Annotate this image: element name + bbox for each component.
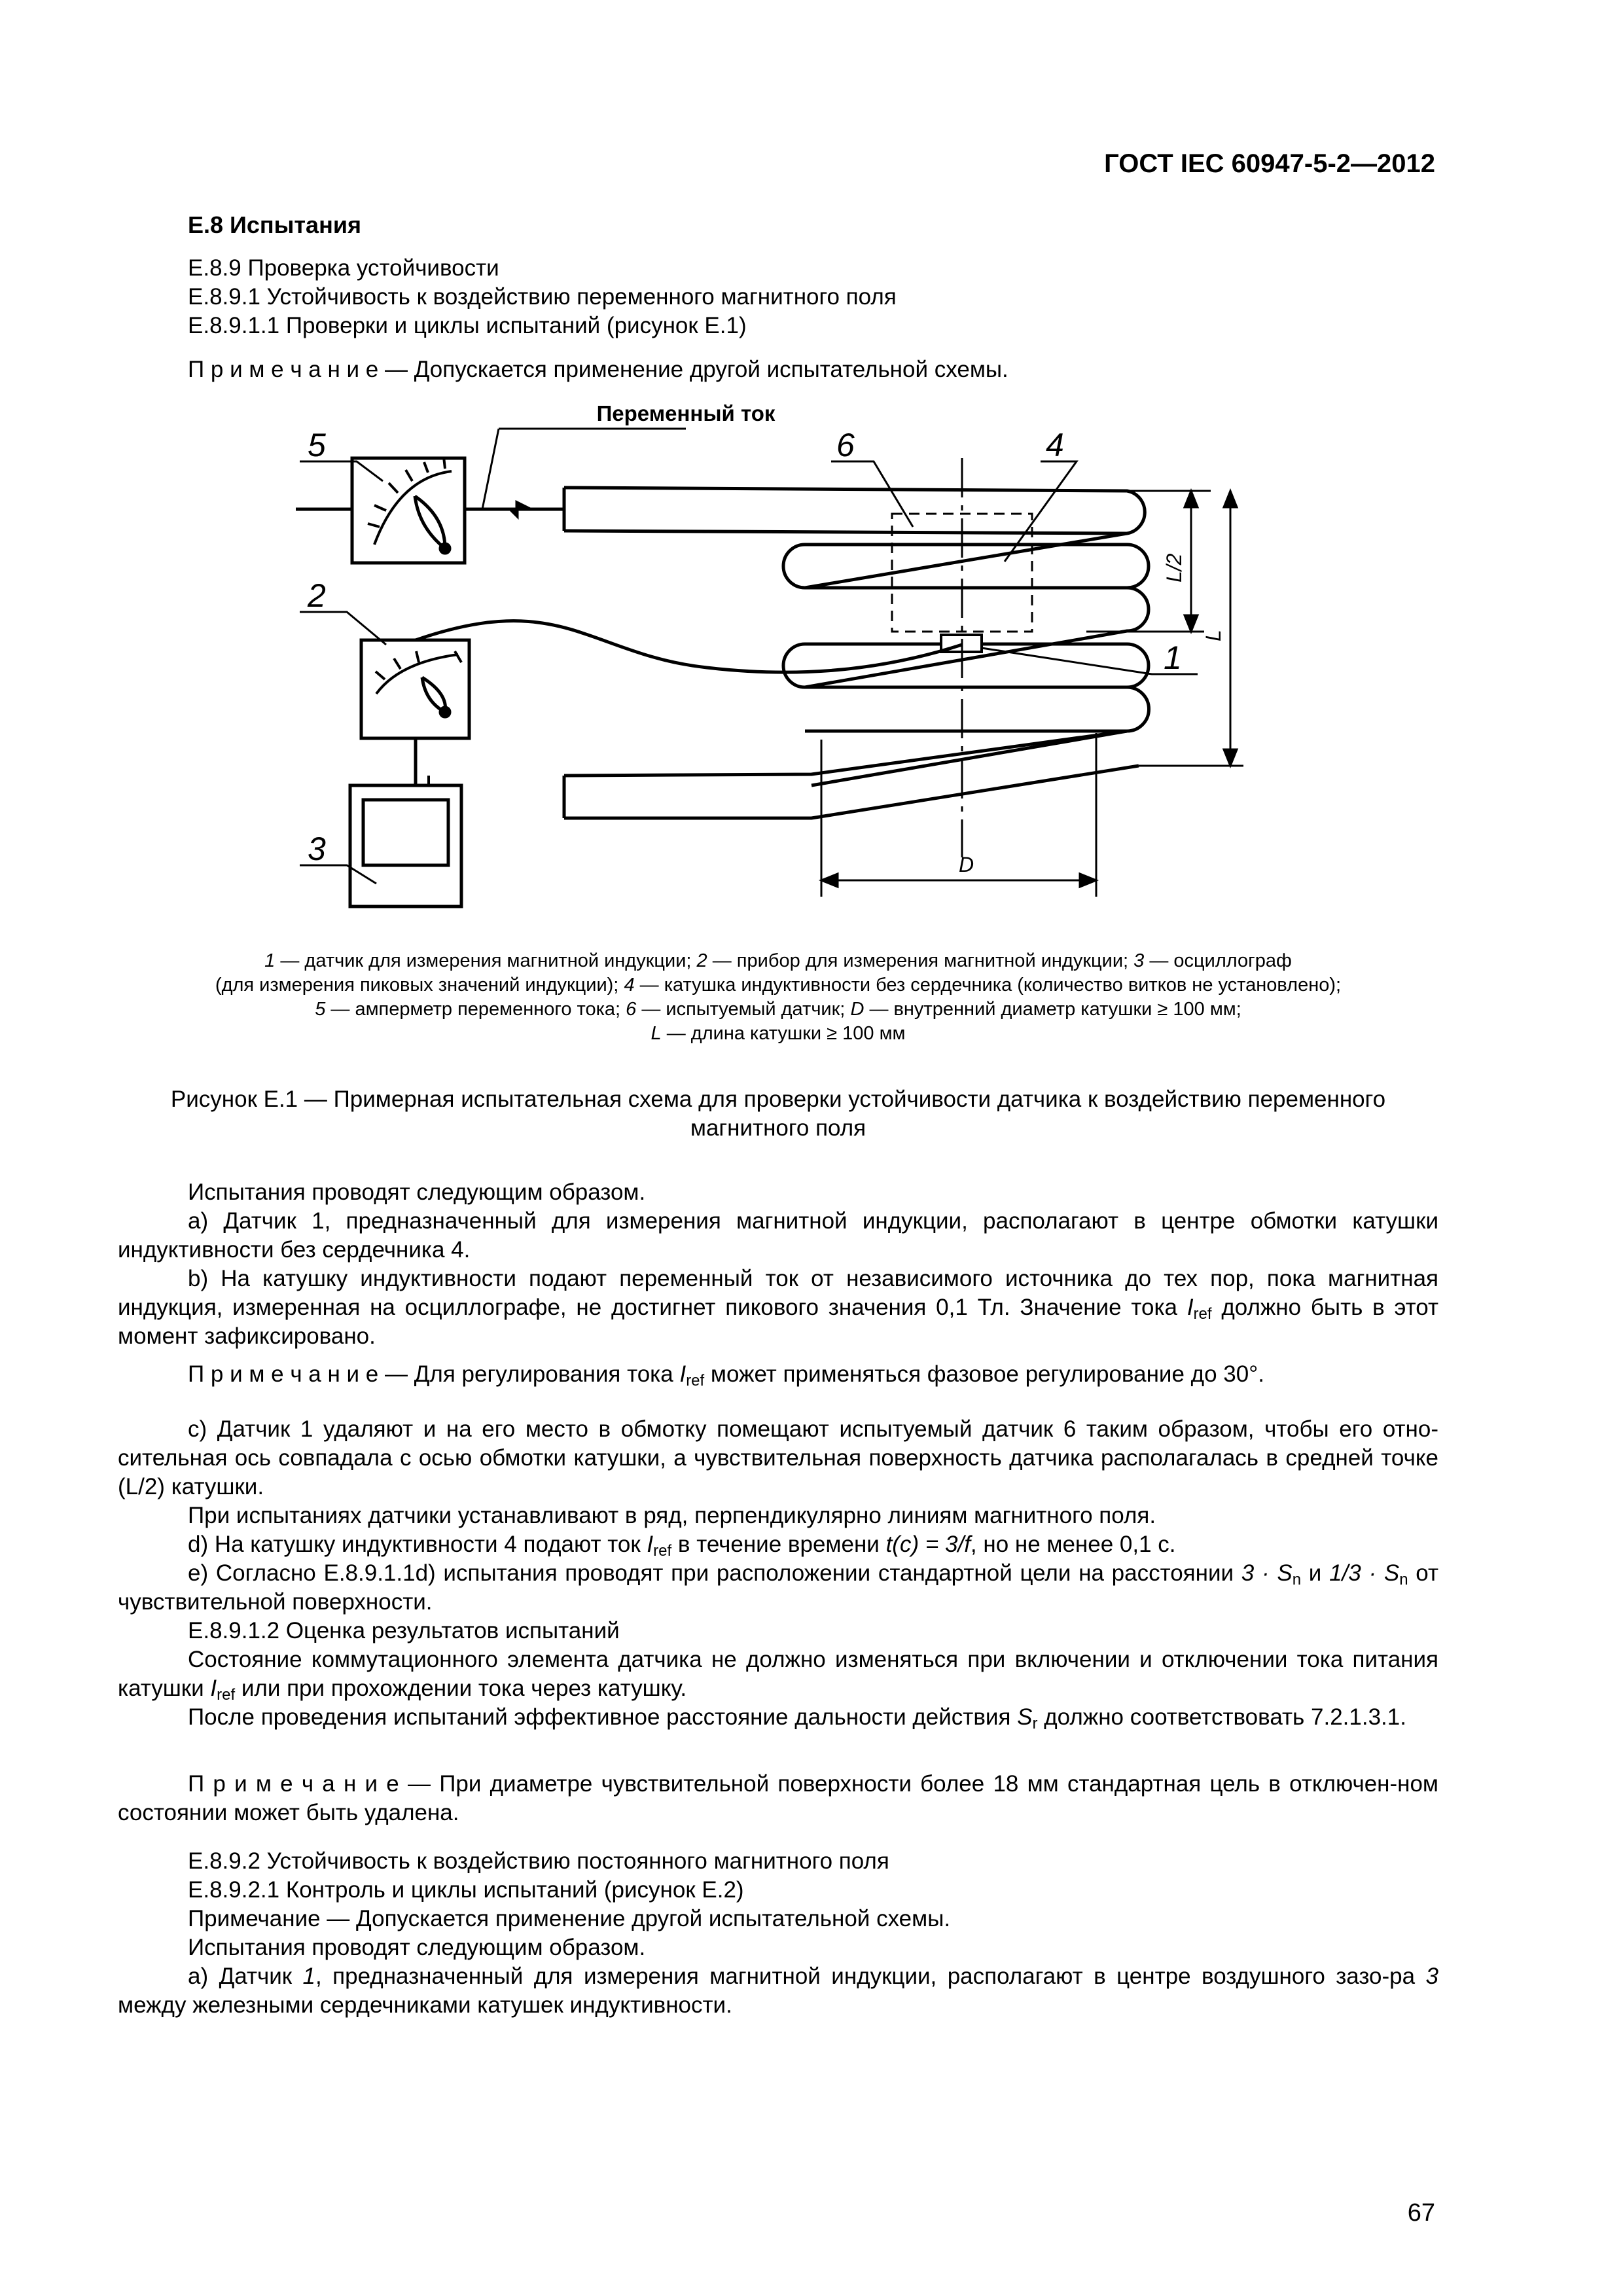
coil-4: [564, 488, 1149, 818]
paragraph-d: d) На катушку индуктивности 4 подают ток $I_{ref}$ в течение времени t(c) = 3/f, но не менее 0,1 с.: [188, 1532, 1176, 1560]
paragraph-intro: Испытания проводят следующим образом.: [188, 1179, 646, 1205]
legend-line-4: L — длина катушки ≥ 100 мм: [651, 1023, 906, 1044]
document-header: ГОСТ IEC 60947-5-2—2012: [1104, 149, 1435, 178]
figure-caption-line-1: Рисунок Е.1 — Примерная испытательная схема для проверки устойчивости датчика к воздействию переменного: [170, 1086, 1386, 1112]
callout-3: 3: [308, 831, 326, 867]
note-label: П р и м е ч а н и е: [188, 357, 379, 382]
subsection-e-8-9: Е.8.9 Проверка устойчивости: [188, 255, 499, 281]
callout-5: 5: [308, 427, 326, 463]
ammeter-5: [352, 457, 465, 563]
magnetic-meter-2: [361, 640, 469, 738]
note-2: П р и м е ч а н и е — Для регулирования тока $I_{ref}$ может применяться фазовое регулирование до 30°.: [188, 1361, 1264, 1390]
dim-half-length-label: L/2: [1162, 553, 1186, 583]
sensor-cable: [416, 621, 962, 672]
paragraph-e: е) Согласно Е.8.9.1.1d) испытания проводят при расположении стандартной цели на расстоянии $3 \cdot S_n$ и $1/3 \cdot S_n$ от чувствительной поверхности.: [118, 1560, 1438, 1615]
note-3: П р и м е ч а н и е — При диаметре чувствительной поверхности более 18 мм стандартная цель в отключен-ном состоянии может быть удалена.: [118, 1771, 1438, 1825]
paragraph-switching: Состояние коммутационного элемента датчика не должно изменяться при включении и отключении тока питания катушки $I_{ref}$ или при прохождении тока через катушку.: [118, 1647, 1438, 1704]
dim-diameter-label: D: [959, 853, 974, 876]
legend-line-1: 1 — датчик для измерения магнитной индукции; 2 — прибор для измерения магнитной индукции; 3 — осциллограф: [264, 950, 1292, 971]
note-4: Примечание — Допускается применение другой испытательной схемы.: [188, 1906, 951, 1931]
subsection-e-8-9-1-2: Е.8.9.1.2 Оценка результатов испытаний: [188, 1618, 620, 1643]
paragraph-b: b) На катушку индуктивности подают переменный ток от независимого источника до тех пор, пока магнитная индукция, измеренная на осциллографе, не достигнет пикового значения 0,1 Тл. Значение тока $I_{ref}$ должно быть в этот момент зафиксировано.: [118, 1266, 1438, 1349]
test-circuit-figure: [0, 0, 1623, 936]
subsection-e-8-9-1: Е.8.9.1 Устойчивость к воздействию переменного магнитного поля: [188, 284, 897, 310]
subsection-e-8-9-2-1: Е.8.9.2.1 Контроль и циклы испытаний (рисунок Е.2): [188, 1877, 744, 1903]
ac-current-label: Переменный ток: [596, 401, 776, 425]
callout-6: 6: [836, 427, 855, 463]
subsection-e-8-9-2: Е.8.9.2 Устойчивость к воздействию постоянного магнитного поля: [188, 1848, 889, 1874]
paragraph-alignment: При испытаниях датчики устанавливают в ряд, перпендикулярно линиям магнитного поля.: [188, 1503, 1156, 1528]
paragraph-a: а) Датчик 1, предназначенный для измерения магнитной индукции, располагают в центре обмотки катушки индуктивности без сердечника 4.: [118, 1208, 1438, 1263]
dim-length-label: L: [1202, 630, 1225, 641]
section-title: Е.8 Испытания: [188, 211, 361, 238]
callout-1: 1: [1164, 639, 1182, 676]
paragraph-a-2: а) Датчик 1, предназначенный для измерения магнитной индукции, располагают в центре воздушного зазо-ра 3 между железными сердечниками катушек индуктивности.: [118, 1964, 1438, 2018]
formula-time: t(c) = 3/f: [885, 1532, 971, 1557]
paragraph-c: с) Датчик 1 удаляют и на его место в обмотку помещают испытуемый датчик 6 таким образом, чтобы его отно-сительная ось совпадала с осью обмотки катушки, а чувствительная поверхность датчика располагалась в средней точке (L/2) катушки.: [118, 1416, 1438, 1499]
figure-legend: [118, 949, 1438, 1046]
legend-line-3: 5 — амперметр переменного тока; 6 — испытуемый датчик; D — внутренний диаметр катушки ≥ 100 мм;: [315, 999, 1241, 1020]
legend-line-2: (для измерения пиковых значений индукции); 4 — катушка индуктивности без сердечника (количество витков не установлено);: [215, 975, 1342, 996]
figure-caption-line-2: магнитного поля: [690, 1115, 866, 1141]
ac-label-leader: [482, 429, 499, 509]
figure-caption: [118, 1085, 1438, 1143]
oscilloscope-3: [350, 776, 461, 906]
paragraph-after-tests: После проведения испытаний эффективное расстояние дальности действия $S_r$ должно соответствовать 7.2.1.3.1.: [188, 1704, 1406, 1732]
current-arrow: [510, 503, 530, 516]
note-text: — Допускается применение другой испытательной схемы.: [378, 357, 1008, 382]
callout-4: 4: [1046, 427, 1064, 463]
paragraph-intro-2: Испытания проводят следующим образом.: [188, 1935, 646, 1960]
page-number: 67: [1407, 2199, 1435, 2227]
callout-2: 2: [308, 577, 326, 614]
subsection-e-8-9-1-1: Е.8.9.1.1 Проверки и циклы испытаний (рисунок Е.1): [188, 313, 747, 338]
